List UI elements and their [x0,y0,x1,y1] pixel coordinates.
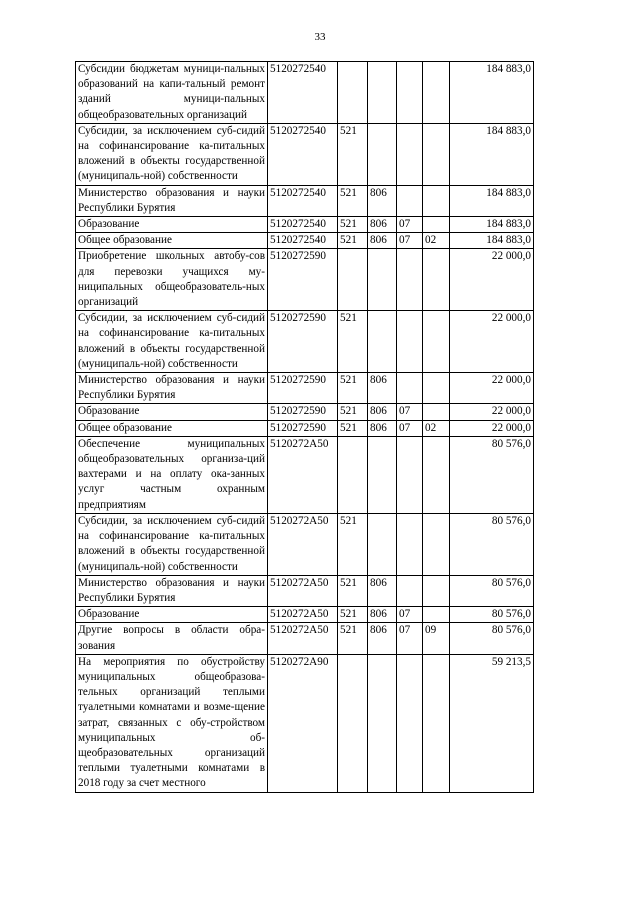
row-ved-cell: 806 [368,217,397,233]
row-name-cell: Образование [76,404,268,420]
row-grbs-cell [338,654,368,792]
row-ved-cell [368,249,397,311]
row-rz-cell [397,123,423,185]
row-grbs-cell: 521 [338,185,368,216]
row-pr-cell [423,123,450,185]
row-name-cell: Субсидии бюджетам муници-пальных образований на капи-тальный ремонт зданий муници-пальных общеобразовательных организаций [76,62,268,124]
row-name-cell: На мероприятия по обустройству муниципальных общеобразова-тельных организаций теплыми туалетными комнатами и возме-щение затрат, связанных с обу-стройством муниципальных об-щеобразовательных организаций теплыми туалетными комнатами в 2018 году за счет местного [76,654,268,792]
row-code-cell: 5120272590 [268,249,338,311]
row-ved-cell [368,513,397,575]
row-amount-cell: 184 883,0 [450,217,534,233]
row-rz-cell [397,311,423,373]
row-amount-cell: 22 000,0 [450,249,534,311]
row-name-cell: Обеспечение муниципальных общеобразовательных организа-ций вахтерами и на оплату ока-занных услуг частным охранным предприятиям [76,436,268,513]
row-code-cell: 5120272590 [268,404,338,420]
budget-table [75,61,534,793]
row-amount-cell: 184 883,0 [450,233,534,249]
row-grbs-cell [338,62,368,124]
table-row [76,185,534,216]
row-pr-cell [423,373,450,404]
row-amount-cell: 80 576,0 [450,607,534,623]
table-row [76,607,534,623]
row-ved-cell [368,436,397,513]
table-row [76,575,534,606]
row-grbs-cell: 521 [338,233,368,249]
row-code-cell: 5120272540 [268,233,338,249]
row-name-cell: Министерство образования и науки Республики Бурятия [76,575,268,606]
row-code-cell: 5120272А50 [268,623,338,654]
row-amount-cell: 59 213,5 [450,654,534,792]
table-row [76,373,534,404]
row-amount-cell: 184 883,0 [450,123,534,185]
row-pr-cell [423,513,450,575]
row-rz-cell [397,62,423,124]
table-row [76,404,534,420]
row-name-cell: Образование [76,607,268,623]
row-amount-cell: 80 576,0 [450,436,534,513]
row-rz-cell [397,249,423,311]
table-row [76,623,534,654]
row-code-cell: 5120272590 [268,420,338,436]
row-rz-cell: 07 [397,217,423,233]
row-code-cell: 5120272590 [268,311,338,373]
row-pr-cell [423,62,450,124]
row-rz-cell [397,373,423,404]
row-pr-cell [423,249,450,311]
page-number: 33 [314,31,326,43]
row-code-cell: 5120272А90 [268,654,338,792]
row-name-cell: Приобретение школьных автобу-сов для перевозки учащихся му-ниципальных общеобразователь-ных организаций [76,249,268,311]
row-grbs-cell: 521 [338,217,368,233]
row-pr-cell [423,185,450,216]
row-pr-cell: 09 [423,623,450,654]
budget-table-body [76,62,534,793]
row-ved-cell [368,311,397,373]
row-ved-cell [368,654,397,792]
row-code-cell: 5120272540 [268,185,338,216]
row-rz-cell: 07 [397,404,423,420]
row-amount-cell: 22 000,0 [450,373,534,404]
row-grbs-cell [338,436,368,513]
row-ved-cell [368,62,397,124]
row-name-cell: Субсидии, за исключением суб-сидий на софинансирование ка-питальных вложений в объекты государственной (муниципаль-ной) собственности [76,311,268,373]
row-code-cell: 5120272А50 [268,575,338,606]
table-row [76,62,534,124]
row-rz-cell: 07 [397,623,423,654]
row-grbs-cell [338,249,368,311]
row-name-cell: Субсидии, за исключением суб-сидий на софинансирование ка-питальных вложений в объекты государственной (муниципаль-ной) собственности [76,123,268,185]
row-amount-cell: 80 576,0 [450,575,534,606]
row-grbs-cell: 521 [338,607,368,623]
row-rz-cell [397,185,423,216]
row-rz-cell: 07 [397,420,423,436]
row-ved-cell: 806 [368,420,397,436]
row-name-cell: Другие вопросы в области обра-зования [76,623,268,654]
row-name-cell: Субсидии, за исключением суб-сидий на софинансирование ка-питальных вложений в объекты государственной (муниципаль-ной) собственности [76,513,268,575]
row-name-cell: Общее образование [76,420,268,436]
row-pr-cell [423,217,450,233]
row-rz-cell [397,654,423,792]
row-pr-cell [423,311,450,373]
row-ved-cell: 806 [368,623,397,654]
row-code-cell: 5120272540 [268,217,338,233]
row-grbs-cell: 521 [338,373,368,404]
table-row [76,654,534,792]
row-pr-cell [423,404,450,420]
row-grbs-cell: 521 [338,311,368,373]
row-ved-cell: 806 [368,233,397,249]
row-grbs-cell: 521 [338,123,368,185]
table-row [76,420,534,436]
row-grbs-cell: 521 [338,404,368,420]
row-grbs-cell: 521 [338,575,368,606]
row-amount-cell: 22 000,0 [450,311,534,373]
row-name-cell: Министерство образования и науки Республики Бурятия [76,373,268,404]
row-pr-cell [423,575,450,606]
table-row [76,249,534,311]
row-amount-cell: 80 576,0 [450,623,534,654]
row-pr-cell [423,436,450,513]
table-row [76,513,534,575]
table-row [76,217,534,233]
table-row [76,123,534,185]
table-row [76,311,534,373]
row-ved-cell: 806 [368,404,397,420]
row-code-cell: 5120272540 [268,123,338,185]
row-ved-cell: 806 [368,373,397,404]
row-rz-cell: 07 [397,233,423,249]
row-amount-cell: 184 883,0 [450,185,534,216]
row-rz-cell [397,436,423,513]
row-grbs-cell: 521 [338,420,368,436]
table-row [76,436,534,513]
row-ved-cell: 806 [368,185,397,216]
row-ved-cell: 806 [368,575,397,606]
row-amount-cell: 184 883,0 [450,62,534,124]
row-pr-cell: 02 [423,233,450,249]
row-name-cell: Общее образование [76,233,268,249]
table-row [76,233,534,249]
row-grbs-cell: 521 [338,513,368,575]
row-grbs-cell: 521 [338,623,368,654]
row-amount-cell: 80 576,0 [450,513,534,575]
row-code-cell: 5120272А50 [268,607,338,623]
row-code-cell: 5120272А50 [268,513,338,575]
row-ved-cell [368,123,397,185]
row-pr-cell: 02 [423,420,450,436]
row-name-cell: Министерство образования и науки Республики Бурятия [76,185,268,216]
row-amount-cell: 22 000,0 [450,420,534,436]
row-code-cell: 5120272590 [268,373,338,404]
row-rz-cell [397,575,423,606]
row-pr-cell [423,654,450,792]
row-pr-cell [423,607,450,623]
row-rz-cell [397,513,423,575]
row-code-cell: 5120272540 [268,62,338,124]
row-name-cell: Образование [76,217,268,233]
row-rz-cell: 07 [397,607,423,623]
row-code-cell: 5120272А50 [268,436,338,513]
row-ved-cell: 806 [368,607,397,623]
row-amount-cell: 22 000,0 [450,404,534,420]
